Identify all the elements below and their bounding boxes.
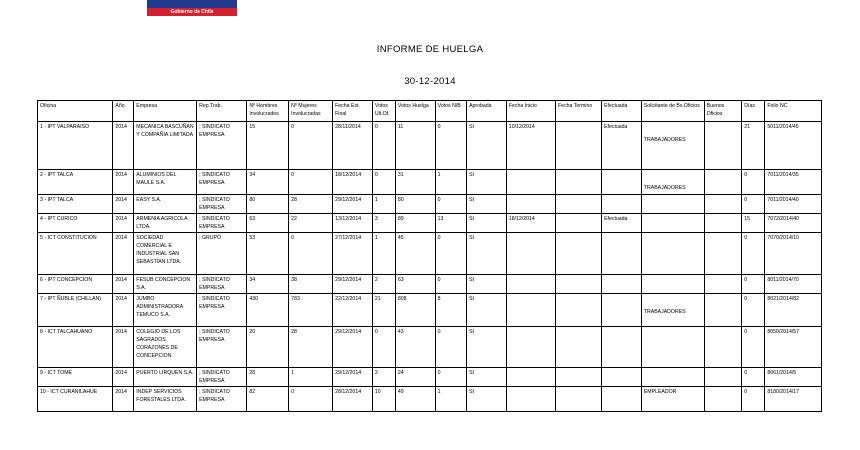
table-row [38, 327, 822, 368]
table-cell: 21 [372, 294, 395, 327]
table-cell: 8021/2014/82 [765, 294, 822, 327]
table-cell: 2014 [113, 122, 134, 170]
table-cell: 43 [395, 327, 435, 368]
table-cell [602, 327, 642, 368]
table-cell [556, 170, 602, 195]
report-date: 30-12-2014 [404, 76, 456, 87]
table-cell: 28 [289, 195, 333, 214]
table-cell: EMPLEADOR [641, 387, 704, 412]
table-cell [506, 275, 555, 294]
table-cell: 1 [372, 195, 395, 214]
column-header: Fecha Termino [556, 101, 602, 122]
table-cell: 0 [289, 122, 333, 170]
table-cell [602, 195, 642, 214]
table-cell [506, 233, 555, 275]
table-cell: SI [467, 368, 507, 387]
table-cell: 0 [435, 275, 466, 294]
table-cell: 28/12/2014 [333, 387, 373, 412]
table-row [38, 294, 822, 327]
table-cell: Efectuada [602, 214, 642, 233]
table-cell [641, 368, 704, 387]
table-cell [704, 214, 742, 233]
column-header: Efectuada [602, 101, 642, 122]
table-cell: 0 [289, 387, 333, 412]
table-cell: ; SINDICATO EMPRESA [197, 294, 247, 327]
table-cell: SI [467, 294, 507, 327]
logo-text: Gobierno de Chile [170, 9, 214, 15]
table-cell [704, 368, 742, 387]
table-cell [556, 275, 602, 294]
table-cell: 0 [742, 368, 765, 387]
table-cell [506, 170, 555, 195]
table-cell: 2 [372, 275, 395, 294]
table-cell: 8 - ICT TALCAHUANO [38, 327, 113, 368]
table-cell: 0 [742, 170, 765, 195]
table-cell: 0 [289, 170, 333, 195]
table-cell: TRABAJADORES [641, 122, 704, 170]
table-cell: 2014 [113, 214, 134, 233]
table-cell: INDEP SERVICIOS FORESTALES LTDA. [134, 387, 197, 412]
table-cell: 0 [742, 327, 765, 368]
table-cell: 2 - IPT TALCA [38, 170, 113, 195]
table-cell: 22 [289, 214, 333, 233]
column-header: Empresa [134, 101, 197, 122]
table-cell: 8011/2014/70 [765, 275, 822, 294]
table-cell: 11 [395, 122, 435, 170]
table-cell: 0 [742, 387, 765, 412]
table-cell: 5011/2014/45 [765, 122, 822, 170]
table-cell: 89 [395, 214, 435, 233]
table-cell: SI [467, 195, 507, 214]
table-cell: 2014 [113, 233, 134, 275]
table-cell [602, 233, 642, 275]
table-cell: ARMENIA AGRICOLA LTDA. [134, 214, 197, 233]
table-cell: SI [467, 275, 507, 294]
column-header: Rep.Trab. [197, 101, 247, 122]
table-cell: 45 [395, 233, 435, 275]
table-cell: ; SINDICATO EMPRESA [197, 368, 247, 387]
table-cell: 7070/2014/10 [765, 233, 822, 275]
table-cell: 7011/2014/40 [765, 195, 822, 214]
table-cell: 10 - ICT CURANILAHUE [38, 387, 113, 412]
table-cell: 0 [289, 233, 333, 275]
table-cell: 3 - IPT TALCA [38, 195, 113, 214]
strike-report-table [37, 100, 822, 412]
table-cell: ; SINDICATO EMPRESA [197, 327, 247, 368]
table-cell [602, 275, 642, 294]
report-title: INFORME DE HUELGA [376, 44, 484, 55]
table-cell: SI [467, 387, 507, 412]
table-cell: 18/12/2014 [333, 170, 373, 195]
table-cell: 0 [742, 195, 765, 214]
table-cell [641, 214, 704, 233]
table-row [38, 368, 822, 387]
table-cell [641, 233, 704, 275]
table-cell: 9 - ICT TOME [38, 368, 113, 387]
table-cell: 13/12/2014 [333, 214, 373, 233]
table-cell: 29/12/2014 [333, 368, 373, 387]
table-cell [556, 327, 602, 368]
table-cell: 13 [435, 214, 466, 233]
table-cell [556, 387, 602, 412]
table-cell: 0 [435, 195, 466, 214]
column-header: Folio NC [765, 101, 822, 122]
table-cell: ; SINDICATO EMPRESA [197, 122, 247, 170]
table-cell: 2014 [113, 195, 134, 214]
column-header: Fecha Est. Final [333, 101, 373, 122]
table-cell: Efectuada [602, 122, 642, 170]
table-cell: 8 [435, 294, 466, 327]
table-cell: 20 [247, 327, 289, 368]
table-cell: 0 [742, 233, 765, 275]
table-cell: 6 - IPT CONCEPCION [38, 275, 113, 294]
table-cell: 0 [435, 122, 466, 170]
table-cell: SI [467, 122, 507, 170]
table-cell: 0 [742, 294, 765, 327]
table-header-row [38, 101, 822, 122]
table-cell: 49 [395, 387, 435, 412]
table-cell: 80 [247, 195, 289, 214]
table-cell: 783 [289, 294, 333, 327]
table-cell: ; SINDICATO EMPRESA [197, 214, 247, 233]
table-cell: 38 [289, 275, 333, 294]
table-cell: TRABAJADORES [641, 294, 704, 327]
table-cell: SI [467, 327, 507, 368]
table-cell [602, 368, 642, 387]
table-cell [704, 294, 742, 327]
table-body [38, 122, 822, 412]
table-cell: 2014 [113, 275, 134, 294]
gobierno-de-chile-logo [147, 0, 237, 16]
table-cell [704, 233, 742, 275]
table-cell [556, 368, 602, 387]
table-row [38, 275, 822, 294]
table-cell [704, 275, 742, 294]
table-cell: 15 [247, 122, 289, 170]
table-cell: 1 [372, 233, 395, 275]
table-cell: 0 [742, 275, 765, 294]
table-cell [556, 233, 602, 275]
table-cell [602, 387, 642, 412]
table-cell: 27/12/2014 [333, 233, 373, 275]
table-cell: 10 [372, 387, 395, 412]
table-cell: 28 [247, 368, 289, 387]
table-cell: SOCIEDAD COMERCIAL E INDUSTRIAL SAN SEBASTIAN LTDA. [134, 233, 197, 275]
column-header: Fecha Inicio [506, 101, 555, 122]
table-cell: 0 [435, 233, 466, 275]
table-cell [556, 294, 602, 327]
column-header: Nº Mujeres Involucradas [289, 101, 333, 122]
column-header: Solicitante de Bs.Oficios [641, 101, 704, 122]
table-cell: 10/12/2014 [506, 122, 555, 170]
table-cell [506, 294, 555, 327]
table-cell: 0 [372, 170, 395, 195]
table-cell: 34 [247, 170, 289, 195]
table-cell: 2014 [113, 387, 134, 412]
table-cell: 8180/2014/17 [765, 387, 822, 412]
table-cell: 80 [395, 195, 435, 214]
table-cell: ALUMINIOS DEL MAULE S.A. [134, 170, 197, 195]
table-cell: 29/12/2014 [333, 275, 373, 294]
table-cell: 22/12/2014 [333, 294, 373, 327]
table-cell: 2 [372, 368, 395, 387]
table-cell: 21 [742, 122, 765, 170]
table-cell: 29/12/2014 [333, 327, 373, 368]
table-cell: 1 - IPT VALPARAISO [38, 122, 113, 170]
table-cell: ; SINDICATO EMPRESA [197, 195, 247, 214]
table-cell: 7072/2014/40 [765, 214, 822, 233]
table-cell: ; SINDICATO EMPRESA [197, 170, 247, 195]
table-cell: 808 [395, 294, 435, 327]
table-cell: ; GRUPO [197, 233, 247, 275]
column-header: Votos N/B [435, 101, 466, 122]
table-cell [556, 122, 602, 170]
table-cell: 5 - ICT CONSTITUCION [38, 233, 113, 275]
column-header: Año [113, 101, 134, 122]
table-cell: 2014 [113, 294, 134, 327]
table-cell: SI [467, 170, 507, 195]
table-row [38, 214, 822, 233]
table-cell [704, 170, 742, 195]
table-row [38, 233, 822, 275]
table-row [38, 195, 822, 214]
table-cell: 63 [247, 214, 289, 233]
column-header: Nº Hombres Involucrados [247, 101, 289, 122]
table-cell [641, 327, 704, 368]
table-cell: 24 [395, 368, 435, 387]
table-cell: PUERTO LIRQUEN S.A. [134, 368, 197, 387]
table-cell [506, 368, 555, 387]
table-row [38, 387, 822, 412]
table-cell: SI [467, 233, 507, 275]
table-cell [506, 387, 555, 412]
table-cell: 4 - IPT CURICO [38, 214, 113, 233]
table-cell [704, 195, 742, 214]
table-cell [556, 214, 602, 233]
table-cell: JUMBO ADMINISTRADORA TEMUCO S.A. [134, 294, 197, 327]
table-cell: 8061/2014/5 [765, 368, 822, 387]
table-cell: 0 [372, 122, 395, 170]
table-cell: SI [467, 214, 507, 233]
table-cell: 8050/2014/57 [765, 327, 822, 368]
column-header: Votos Ult.Of. [372, 101, 395, 122]
table-cell: 15 [742, 214, 765, 233]
table-cell: 0 [435, 368, 466, 387]
column-header: Días [742, 101, 765, 122]
table-cell [506, 327, 555, 368]
table-cell: 63 [395, 275, 435, 294]
table-cell: ; SINDICATO EMPRESA [197, 387, 247, 412]
table-cell [506, 195, 555, 214]
table-cell: FESUB CONCEPCION S.A. [134, 275, 197, 294]
table-cell: 0 [372, 327, 395, 368]
table-cell: 31 [395, 170, 435, 195]
table-cell: 430 [247, 294, 289, 327]
table-cell: 7011/2014/35 [765, 170, 822, 195]
table-cell [704, 122, 742, 170]
table-cell: 2014 [113, 327, 134, 368]
table-cell: 1 [435, 170, 466, 195]
table-cell: 0 [435, 327, 466, 368]
table-cell: 2014 [113, 368, 134, 387]
table-cell [641, 275, 704, 294]
table-cell: 28 [289, 327, 333, 368]
column-header: Aprobada [467, 101, 507, 122]
table-cell [556, 195, 602, 214]
table-cell: 34 [247, 275, 289, 294]
table-cell [602, 294, 642, 327]
column-header: Buenos Oficios [704, 101, 742, 122]
table-cell: 2014 [113, 170, 134, 195]
table-cell: 28/11/2014 [333, 122, 373, 170]
table-cell: 1 [435, 387, 466, 412]
table-cell: 53 [247, 233, 289, 275]
column-header: Votos Huelga [395, 101, 435, 122]
table-cell [602, 170, 642, 195]
table-row [38, 122, 822, 170]
table-cell: TRABAJADORES [641, 170, 704, 195]
table-cell: MECANICA BASCUÑAN Y COMPAÑIA LIMITADA [134, 122, 197, 170]
column-header: Oficina [38, 101, 113, 122]
table-cell: 18/12/2014 [506, 214, 555, 233]
table-cell: COLEGIO DE LOS SAGRADOS CORAZONES DE CONCEPCION [134, 327, 197, 368]
table-cell: ; SINDICATO EMPRESA [197, 275, 247, 294]
table-cell: 7 - IPT ÑUBLE (CHILLAN) [38, 294, 113, 327]
table-cell: 29/12/2014 [333, 195, 373, 214]
table-cell: 1 [289, 368, 333, 387]
table-cell [641, 195, 704, 214]
table-cell: 3 [372, 214, 395, 233]
table-cell: 82 [247, 387, 289, 412]
table-cell [704, 327, 742, 368]
table-row [38, 170, 822, 195]
table-cell: EASY S.A. [134, 195, 197, 214]
table-cell [704, 387, 742, 412]
